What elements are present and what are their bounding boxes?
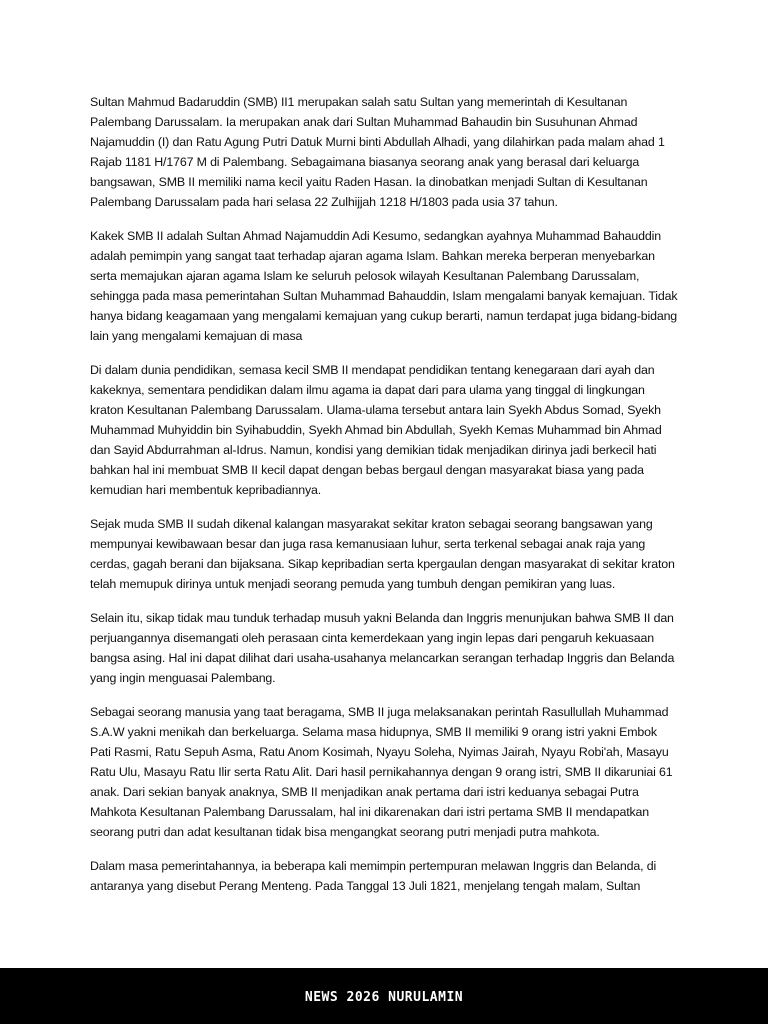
paragraph-5: Selain itu, sikap tidak mau tunduk terhadap musuh yakni Belanda dan Inggris menunjukan bahwa SMB II dan perjuangannya disemangati oleh perasaan cinta kemerdekaan yang ingin lepas dari pengaruh kekuasaan bangsa asing. Hal ini dapat dilihat dari usaha-usahanya melancarkan serangan terhadap Inggris dan Belanda yang ingin menguasai Palembang.	[90, 611, 675, 685]
paragraph-1: Sultan Mahmud Badaruddin (SMB) II1 merupakan salah satu Sultan yang memerintah di Kesultanan Palembang Darussalam. Ia merupakan anak dari Sultan Muhammad Bahaudin bin Susuhunan Ahmad Najamuddin (I) dan Ratu Agung Putri Datuk Murni binti Abdullah Alhadi, yang dilahirkan pada malam ahad 1 Rajab 1181 H/1767 M di Palembang. Sebagaimana biasanya seorang anak yang berasal dari keluarga bangsawan, SMB II memiliki nama kecil yaitu Raden Hasan. Ia dinobatkan menjadi Sultan di Kesultanan Palembang Darussalam pada hari selasa 22 Zulhijjah 1218 H/1803 pada usia 37 tahun.	[90, 95, 665, 209]
paragraph-4: Sejak muda SMB II sudah dikenal kalangan masyarakat sekitar kraton sebagai seorang bangsawan yang mempunyai kewibawaan besar dan juga rasa kemanusiaan luhur, serta terkenal sebagai anak raja yang cerdas, gagah berani dan bijaksana. Sikap kepribadian serta kpergaulan dengan masyarakat di sekitar kraton telah memupuk dirinya untuk menjadi seorang pemuda yang tumbuh dengan pemikiran yang luas.	[90, 517, 675, 591]
article-body	[90, 92, 680, 910]
paragraph-3: Di dalam dunia pendidikan, semasa kecil SMB II mendapat pendidikan tentang kenegaraan dari ayah dan kakeknya, sementara pendidikan dalam ilmu agama ia dapat dari para ulama yang tinggal di lingkungan kraton Kesultanan Palembang Darussalam. Ulama-ulama tersebut antara lain Syekh Abdus Somad, Syekh Muhammad Muhyiddin bin Syihabuddin, Syekh Ahmad bin Abdullah, Syekh Kemas Muhammad bin Ahmad dan Sayid Abdurrahman al-Idrus. Namun, kondisi yang demikian tidak menjadikan dirinya jadi berkecil hati bahkan hal ini membuat SMB II kecil dapat dengan bebas bergaul dengan masyarakat biasa yang pada kemudian hari membentuk kepribadiannya.	[90, 363, 662, 497]
paragraph-6: Sebagai seorang manusia yang taat beragama, SMB II juga melaksanakan perintah Rasullullah Muhammad S.A.W yakni menikah dan berkeluarga. Selama masa hidupnya, SMB II memiliki 9 orang istri yakni Embok Pati Rasmi, Ratu Sepuh Asma, Ratu Anom Kosimah, Nyayu Soleha, Nyimas Jairah, Nyayu Robi'ah, Masayu Ratu Ulu, Masayu Ratu Ilir serta Ratu Alit. Dari hasil pernikahannya dengan 9 orang istri, SMB II dikaruniai 61 anak. Dari sekian banyak anaknya, SMB II menjadikan anak pertama dari istri keduanya sebagai Putra Mahkota Kesultanan Palembang Darussalam, hal ini dikarenakan dari istri pertama SMB II mendapatkan seorang putri dan adat kesultanan tidak bisa mengangkat seorang putri menjadi putra mahkota.	[90, 705, 673, 839]
footer-bar	[0, 968, 768, 1024]
footer-watermark-text: NEWS 2026 NURULAMIN	[304, 989, 464, 1005]
paragraph-2: Kakek SMB II adalah Sultan Ahmad Najamuddin Adi Kesumo, sedangkan ayahnya Muhammad Bahauddin adalah pemimpin yang sangat taat terhadap ajaran agama Islam. Bahkan mereka berperan menyebarkan serta memajukan ajaran agama Islam ke seluruh pelosok wilayah Kesultanan Palembang Darussalam, sehingga pada masa pemerintahan Sultan Muhammad Bahauddin, Islam mengalami banyak kemajuan. Tidak hanya bidang keagamaan yang mengalami kemajuan yang cukup berarti, namun terdapat juga bidang-bidang lain yang mengalami kemajuan di masa	[90, 229, 678, 343]
paragraph-7: Dalam masa pemerintahannya, ia beberapa kali memimpin pertempuran melawan Inggris dan Belanda, di antaranya yang disebut Perang Menteng. Pada Tanggal 13 Juli 1821, menjelang tengah malam, Sultan	[90, 859, 657, 893]
